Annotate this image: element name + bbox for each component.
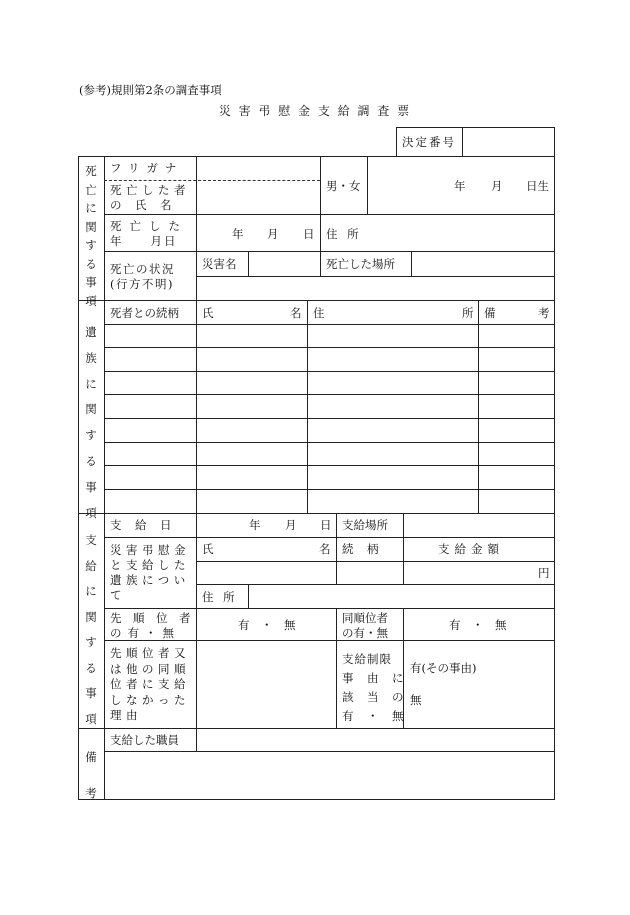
- prior-rank-label: 先 順 位 者 の有・無: [110, 611, 191, 640]
- limit-yes-option[interactable]: 有(その事由): [410, 661, 477, 675]
- death-place-input[interactable]: [412, 252, 553, 275]
- recipient-address-input[interactable]: [249, 585, 553, 607]
- name-header-2: 名: [290, 306, 302, 320]
- reference-note: (参考)規則第2条の調査事項: [79, 83, 222, 97]
- pay-place-label: 支給場所: [342, 518, 388, 532]
- decision-number-label: 決定番号: [402, 135, 456, 149]
- death-status-input[interactable]: [197, 277, 553, 299]
- address-header-2: 所: [462, 306, 474, 320]
- furigana-input[interactable]: [197, 157, 319, 179]
- remarks-header-1: 備: [484, 306, 496, 320]
- limit-no-option[interactable]: 無: [410, 693, 422, 707]
- furigana-label: フリガナ: [110, 161, 184, 175]
- pay-date-month: 月: [285, 518, 297, 532]
- remarks-header-2: 考: [538, 306, 550, 320]
- decision-number-field[interactable]: [463, 128, 553, 156]
- recipient-name-col-2: 名: [319, 542, 331, 556]
- pay-date-day: 日: [320, 518, 332, 532]
- section-payment-label: 支 給 に 関 す る 事 項: [85, 533, 97, 726]
- staff-label: 支給した職員: [110, 733, 179, 747]
- remarks-input[interactable]: [105, 752, 553, 798]
- death-date-year: 年: [232, 227, 244, 241]
- dob-day: 日生: [526, 179, 549, 193]
- death-date-label: 死亡した 年 月日: [110, 219, 188, 248]
- deceased-name-input[interactable]: [197, 181, 319, 213]
- no-payment-reason-input[interactable]: [197, 641, 335, 727]
- same-rank-select[interactable]: 有 ・ 無: [449, 618, 507, 632]
- relation-header: 死者との続柄: [110, 306, 179, 320]
- disaster-name-label: 災害名: [202, 257, 237, 271]
- address-label: 住 所: [326, 227, 362, 241]
- form-title: 災 害 弔 慰 金 支 給 調 査 票: [218, 104, 412, 118]
- address-header-1: 住: [313, 306, 325, 320]
- dob-month: 月: [491, 179, 503, 193]
- death-date-month: 月: [267, 227, 279, 241]
- dob-year: 年: [454, 179, 466, 193]
- death-place-label: 死亡した場所: [326, 257, 395, 271]
- pay-place-input[interactable]: [404, 514, 553, 536]
- pay-date-year: 年: [249, 518, 261, 532]
- section-death-label: 死 亡 に 関 す る 事 項: [85, 164, 97, 308]
- gender-select[interactable]: 男・女: [326, 179, 361, 193]
- yen-unit: 円: [538, 566, 550, 580]
- recipient-name-input[interactable]: [197, 562, 335, 583]
- staff-input[interactable]: [197, 729, 553, 750]
- deceased-name-label: 死亡した者 の 氏 名: [110, 183, 190, 212]
- recipient-name-col-1: 氏: [202, 542, 214, 556]
- section-remarks-label: 備 考: [85, 750, 97, 800]
- address-input[interactable]: [368, 215, 553, 250]
- disaster-name-input[interactable]: [249, 252, 319, 275]
- relation-col-label: 続 柄: [342, 542, 380, 556]
- name-header-1: 氏: [202, 306, 214, 320]
- recipient-label: 災害弔慰金 と支給した 遺族につい て: [110, 543, 190, 602]
- prior-rank-select[interactable]: 有 ・ 無: [238, 618, 296, 632]
- same-rank-label: 同順位者 の有・無: [342, 611, 388, 640]
- amount-input[interactable]: [404, 562, 534, 583]
- no-payment-reason-label: 先順位者又 は他の同順 位者に支給 しなかった 理由: [110, 646, 190, 722]
- death-status-label: 死亡の状況 (行方不明): [110, 262, 175, 291]
- amount-col-label: 支給金額: [438, 542, 504, 556]
- section-family-label: 遺 族 に 関 す る 事 項: [85, 325, 97, 520]
- payment-limit-label: 支給制限 事 由 に 該 当 の 有 ・ 無: [342, 652, 405, 723]
- death-date-day: 日: [303, 227, 315, 241]
- pay-date-label: 支 給 日: [110, 518, 173, 532]
- recipient-address-label: 住 所: [202, 590, 238, 604]
- relation-input[interactable]: [337, 562, 402, 583]
- family-table-body[interactable]: [105, 325, 553, 512]
